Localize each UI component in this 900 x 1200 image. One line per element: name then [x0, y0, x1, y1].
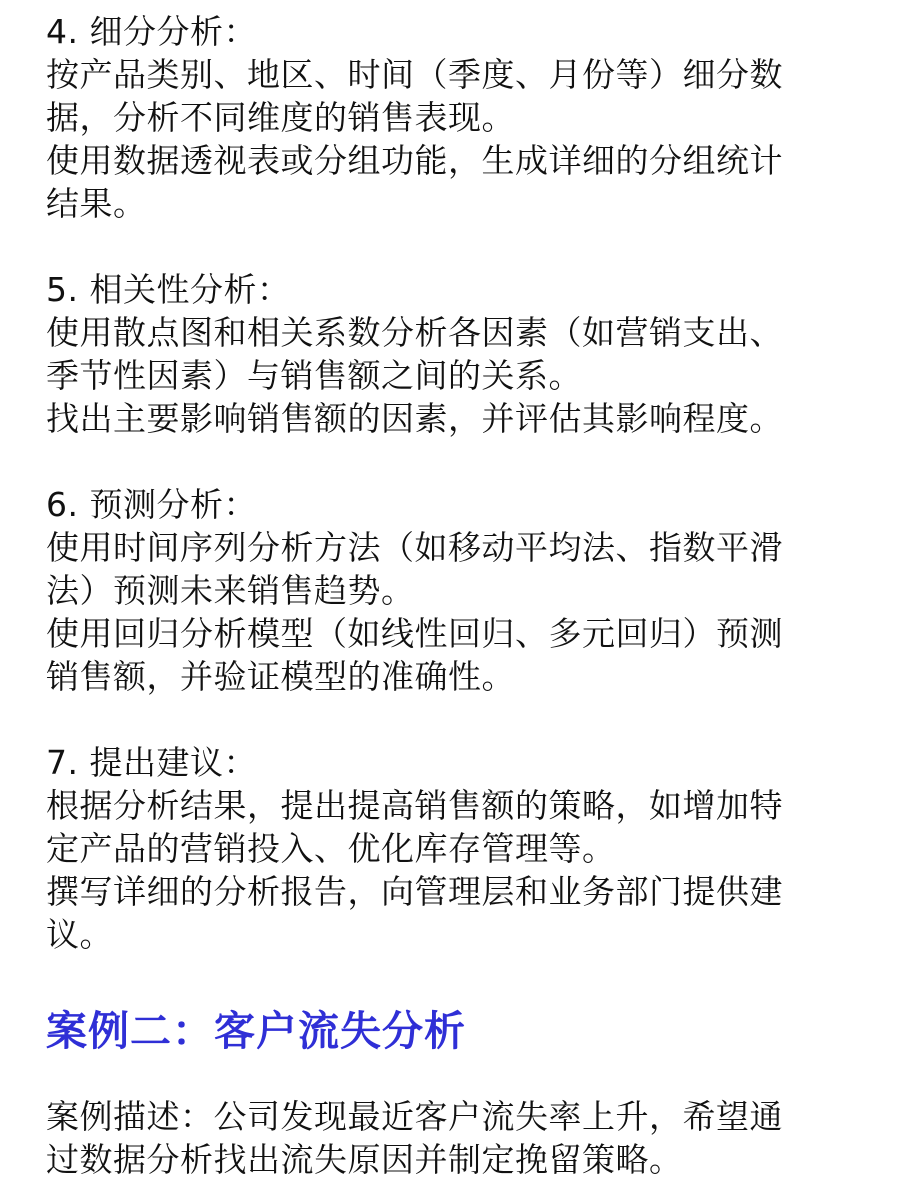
case-two-description	[46, 1095, 846, 1181]
paragraph-line: 法）预测未来销售趋势。	[46, 571, 415, 610]
section-heading: 7. 提出建议：	[46, 743, 257, 782]
section-heading: 5. 相关性分析：	[46, 270, 291, 309]
paragraph-line: 撰写详细的分析报告，向管理层和业务部门提供建	[46, 872, 783, 911]
paragraph-line: 使用回归分析模型（如线性回归、多元回归）预测	[46, 614, 783, 653]
paragraph-line: 议。	[46, 915, 113, 954]
paragraph-line: 销售额，并验证模型的准确性。	[46, 657, 515, 696]
paragraph-line: 使用数据透视表或分组功能，生成详细的分组统计	[46, 141, 783, 180]
section-forecast-analysis	[46, 483, 846, 698]
case-two-title: 案例二：客户流失分析	[46, 1007, 466, 1055]
document-page	[46, 0, 846, 1181]
paragraph-line: 过数据分析找出流失原因并制定挽留策略。	[46, 1140, 683, 1179]
paragraph-line: 使用散点图和相关系数分析各因素（如营销支出、	[46, 313, 783, 352]
paragraph-line: 按产品类别、地区、时间（季度、月份等）细分数	[46, 55, 783, 94]
paragraph-line: 结果。	[46, 184, 147, 223]
paragraph-line: 使用时间序列分析方法（如移动平均法、指数平滑	[46, 528, 783, 567]
section-recommendations	[46, 741, 846, 956]
section-heading: 4. 细分分析：	[46, 12, 257, 51]
section-correlation-analysis	[46, 268, 846, 440]
paragraph-line: 据，分析不同维度的销售表现。	[46, 98, 515, 137]
paragraph-line: 案例描述：公司发现最近客户流失率上升，希望通	[46, 1097, 783, 1136]
paragraph-line: 定产品的营销投入、优化库存管理等。	[46, 829, 616, 868]
paragraph-line: 根据分析结果，提出提高销售额的策略，如增加特	[46, 786, 783, 825]
paragraph-line: 找出主要影响销售额的因素，并评估其影响程度。	[46, 399, 783, 438]
section-segment-analysis	[46, 0, 846, 225]
paragraph-line: 季节性因素）与销售额之间的关系。	[46, 356, 582, 395]
section-heading: 6. 预测分析：	[46, 485, 257, 524]
